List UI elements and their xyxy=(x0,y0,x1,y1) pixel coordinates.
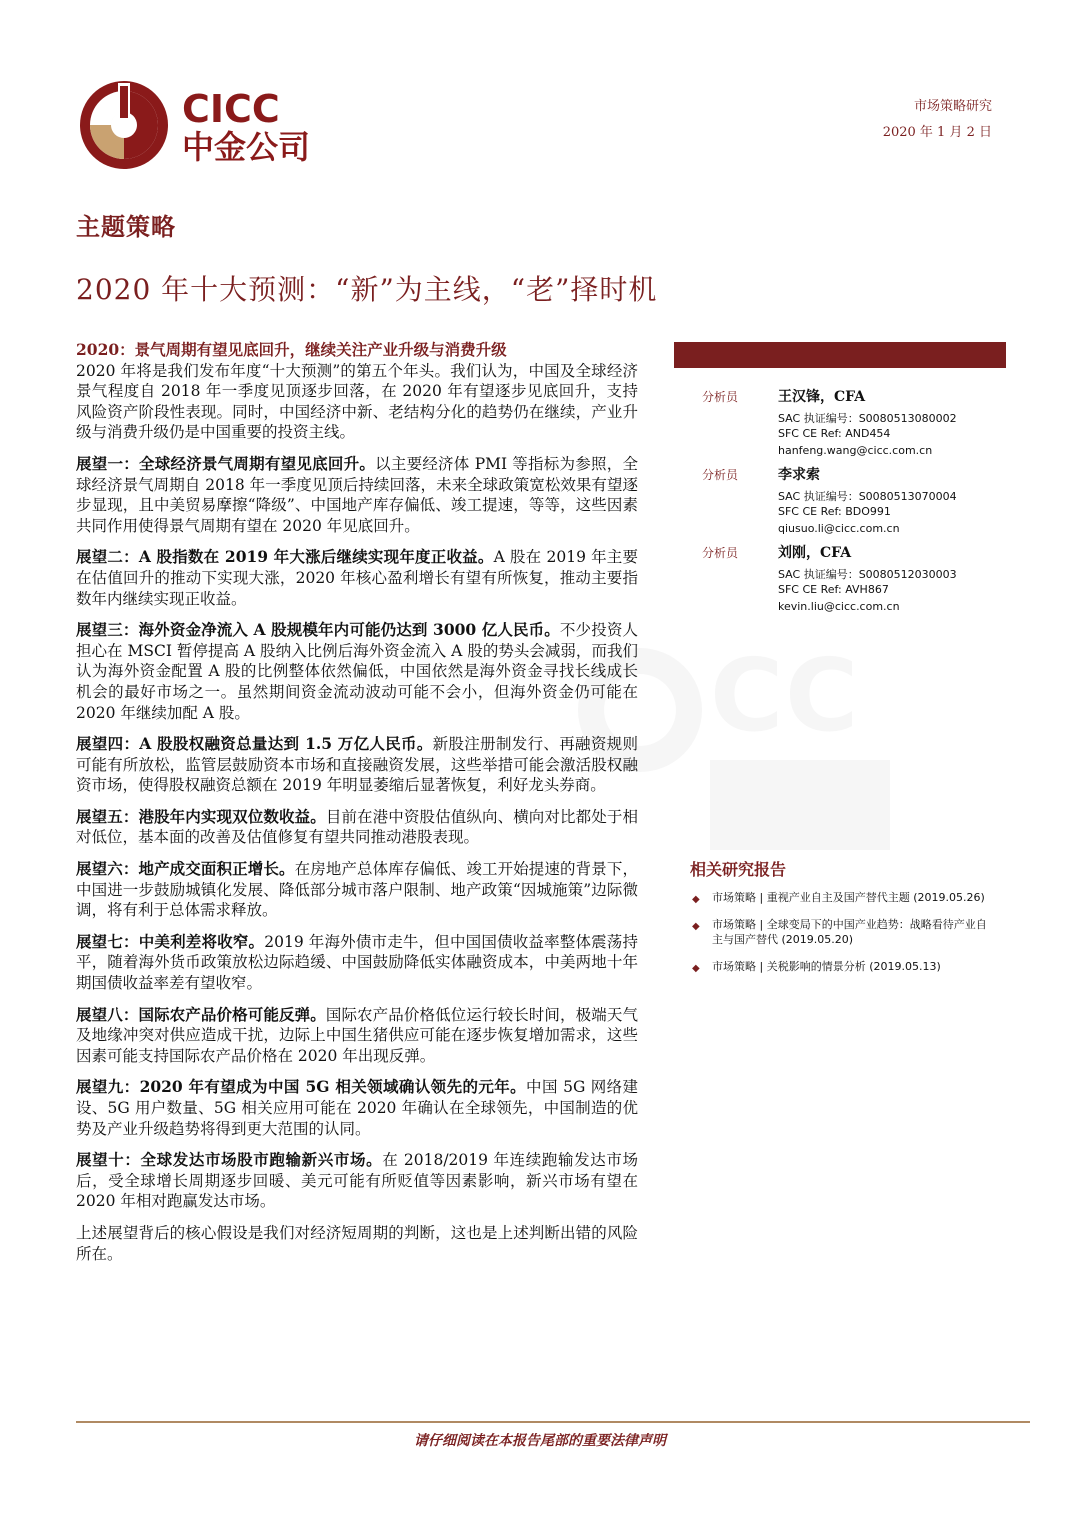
analyst-name: 李求索 xyxy=(778,467,820,483)
outlook-text: 中国 5G 网络建设、5G 用户数量、5G 相关应用可能在 2020 年确认在全球领先，中国制造的优势及产业升级趋势将得到更大范围的认同。 xyxy=(76,1078,638,1138)
analyst-email[interactable]: qiusuo.li@cicc.com.cn xyxy=(778,522,900,535)
outlook-heading: 展望三：海外资金净流入 A 股规模年内可能仍达到 3000 亿人民币。 xyxy=(76,620,560,640)
analyst-sac: SAC 执证编号：S0080513080002 xyxy=(778,412,957,425)
outlook-text: 2019 年海外债市走牛，但中国国债收益率整体震荡持平，随着海外货币政策放松边际趋缓、中国鼓励降低实体融资成本，中美两地十年期国债收益率差有望收窄。 xyxy=(76,932,638,993)
related-reports xyxy=(690,857,990,986)
outlook-10 xyxy=(76,1150,638,1212)
outlook-text: 在房地产总体库存偏低、竣工开始提速的背景下，中国进一步鼓励城镇化发展、降低部分城市落户限制、地产政策“因城施策”边际微调，将有利于总体需求释放。 xyxy=(76,860,638,920)
bullet-icon: ◆ xyxy=(692,963,700,974)
outlook-text: 以主要经济体 PMI 等指标为参照，全球经济景气周期自 2018 年一季度见顶后持续回落，未来全球政策宽松效果有望逐步显现，且中美贸易摩擦“降级”、中国地产库存偏低、竣工提速，等等，这些因素共同作用使得景气周期有望在 2020 年见底回升。 xyxy=(76,454,638,535)
svg-text:C: C xyxy=(785,637,859,754)
outlook-5 xyxy=(76,807,638,848)
outlook-text: 国际农产品价格低位运行较长时间，极端天气及地缘冲突对供应造成干扰，边际上中国生猪供应可能在逐步恢复增加需求，这些因素可能支持国际农产品价格在 2020 年出现反弹。 xyxy=(76,1005,638,1065)
outlook-heading: 展望九：2020 年有望成为中国 5G 相关领域确认领先的元年。 xyxy=(76,1077,527,1097)
outlook-1 xyxy=(76,454,638,536)
intro-heading: 2020：景气周期有望见底回升，继续关注产业升级与消费升级 xyxy=(76,340,507,359)
outlook-text: A 股在 2019 年主要在估值回升的推动下实现大涨，2020 年核心盈利增长有望有所恢复，推动主要指数年内继续实现正收益。 xyxy=(76,548,639,608)
footer-disclaimer: 请仔细阅读在本报告尾部的重要法律声明 xyxy=(414,1433,666,1449)
outlook-heading: 展望四：A 股股权融资总量达到 1.5 万亿人民币。 xyxy=(76,734,433,754)
outlook-heading: 展望七：中美利差将收窄。 xyxy=(76,931,265,951)
report-type: 市场策略研究 xyxy=(913,99,992,114)
analyst-name: 王汉锋，CFA xyxy=(778,389,866,405)
outlook-heading: 展望五：港股年内实现双位数收益。 xyxy=(76,806,326,826)
related-report-item[interactable] xyxy=(690,959,990,974)
analyst-email[interactable]: kevin.liu@cicc.com.cn xyxy=(778,600,900,613)
analyst-card xyxy=(674,466,1006,544)
sidebar-header-bar xyxy=(674,342,1006,368)
analyst-role: 分析员 xyxy=(702,390,739,404)
related-report-item[interactable] xyxy=(690,890,990,905)
analyst-sfc: SFC CE Ref: AVH867 xyxy=(778,583,889,596)
outlook-text: 目前在港中资股估值纵向、横向对比都处于相对低位，基本面的改善及估值修复有望共同推动港股表现。 xyxy=(76,807,638,847)
cicc-logo xyxy=(78,78,333,173)
analyst-role: 分析员 xyxy=(702,468,739,482)
header-meta xyxy=(883,94,992,146)
related-report-text: 市场策略 | 重视产业自主及国产替代主题 (2019.05.26) xyxy=(712,891,985,904)
outlook-4 xyxy=(76,734,638,796)
analyst-sidebar xyxy=(674,342,1006,622)
outlook-7 xyxy=(76,932,638,994)
bullet-icon: ◆ xyxy=(692,894,700,905)
outlook-heading: 展望十：全球发达市场股市跑输新兴市场。 xyxy=(76,1150,383,1170)
related-report-text: 市场策略 | 全球变局下的中国产业趋势：战略看待产业自主与国产替代 (2019.05.20) xyxy=(712,918,987,946)
outlook-text: 在 2018/2019 年连续跑输发达市场后，受全球增长周期逐步回暖、美元可能有所贬值等因素影响，新兴市场有望在 2020 年相对跑赢发达市场。 xyxy=(76,1151,638,1211)
analyst-email[interactable]: hanfeng.wang@cicc.com.cn xyxy=(778,444,933,457)
page-title: 2020 年十大预测：“新”为主线，“老”择时机 xyxy=(76,273,658,306)
outlook-heading: 展望六：地产成交面积正增长。 xyxy=(76,859,295,879)
outlook-8 xyxy=(76,1005,638,1067)
analyst-name: 刘刚，CFA xyxy=(778,545,852,561)
closing-paragraph: 上述展望背后的核心假设是我们对经济短周期的判断，这也是上述判断出错的风险所在。 xyxy=(76,1223,638,1263)
analyst-card xyxy=(674,544,1006,622)
outlook-text: 不少投资人担心在 MSCI 暂停提高 A 股纳入比例后海外资金流入 A 股的势头会减弱，而我们认为海外资金配置 A 股的比例整体依然偏低，中国依然是海外资金寻找长线成长机会的最好市场之一。虽然期间资金流动波动可能不会小，但海外资金仍可能在 2020 年继续加配 A 股。 xyxy=(76,621,638,722)
outlook-text: 新股注册制发行、再融资规则可能有所放松，监管层鼓励资本市场和直接融资发展，这些举措可能会激活股权融资市场，使得股权融资总额在 2019 年明显萎缩后显著恢复，利好龙头券商。 xyxy=(76,735,638,795)
analyst-sac: SAC 执证编号：S0080513070004 xyxy=(778,490,957,503)
intro-paragraph: 2020 年将是我们发布年度“十大预测”的第五个年头。我们认为，中国及全球经济景气程度自 2018 年一季度见顶逐步回落，在 2020 年有望逐步见底回升，支持风险资产阶段性表现。同时，中国经济中新、老结构分化的趋势仍在继续，产业升级与消费升级仍是中国重要的投资主线。 xyxy=(76,361,638,442)
analyst-role: 分析员 xyxy=(702,546,739,560)
section-label: 主题策略 xyxy=(76,212,176,241)
analyst-card xyxy=(674,388,1006,466)
svg-text:C: C xyxy=(710,637,784,754)
related-report-text: 市场策略 | 关税影响的情景分析 (2019.05.13) xyxy=(712,960,941,973)
outlook-heading: 展望一：全球经济景气周期有望见底回升。 xyxy=(76,453,376,473)
outlook-6 xyxy=(76,859,638,921)
outlook-heading: 展望八：国际农产品价格可能反弹。 xyxy=(76,1004,326,1024)
analyst-sac: SAC 执证编号：S0080512030003 xyxy=(778,568,957,581)
related-report-item[interactable] xyxy=(690,917,990,947)
bullet-icon: ◆ xyxy=(692,921,700,932)
outlook-3 xyxy=(76,620,638,723)
related-reports-title: 相关研究报告 xyxy=(690,860,787,879)
outlook-9 xyxy=(76,1077,638,1139)
report-date: 2020 年 1 月 2 日 xyxy=(882,125,992,140)
logo-text-cn: 中金公司 xyxy=(182,128,311,166)
report-body xyxy=(76,340,638,1275)
footer-divider xyxy=(76,1421,1030,1423)
analyst-sfc: SFC CE Ref: BDO991 xyxy=(778,505,891,518)
outlook-heading: 展望二：A 股指数在 2019 年大涨后继续实现年度正收益。 xyxy=(76,547,494,567)
analyst-sfc: SFC CE Ref: AND454 xyxy=(778,427,891,440)
outlook-2 xyxy=(76,547,638,609)
logo-text-en: CICC xyxy=(182,87,280,131)
